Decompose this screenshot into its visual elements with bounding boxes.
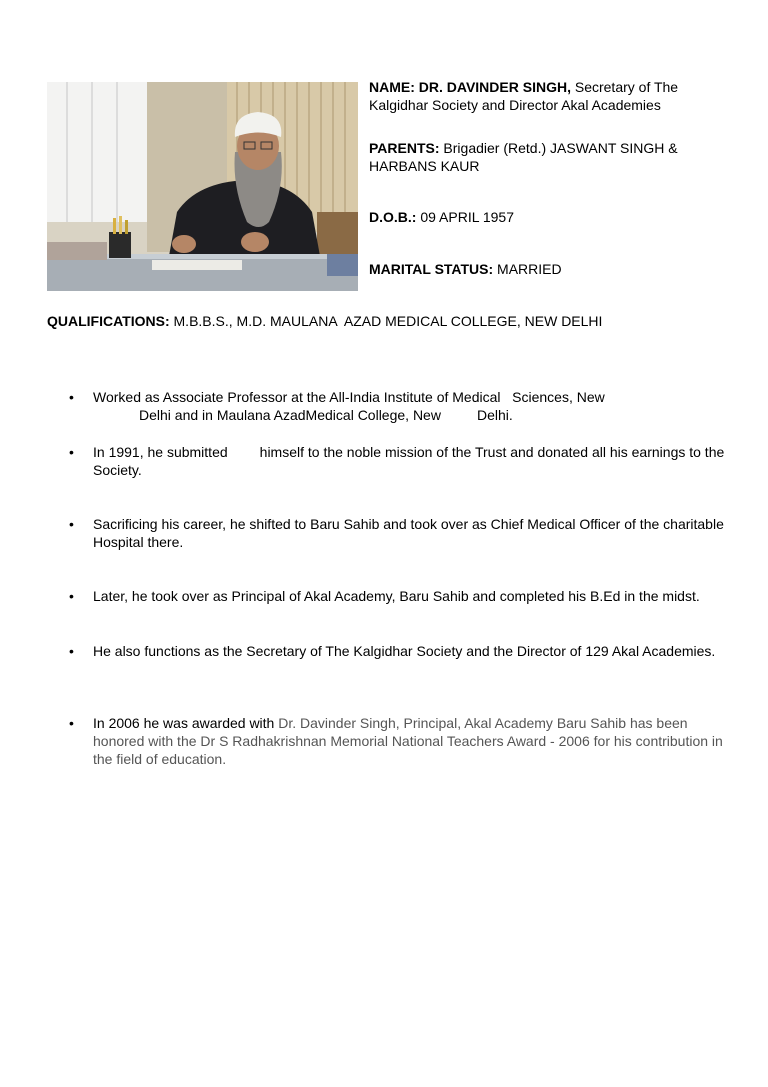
list-item-text: Delhi. bbox=[476, 407, 513, 423]
list-item bbox=[69, 388, 733, 424]
bullet-icon: • bbox=[69, 715, 74, 731]
list-item-text: He also functions as the Secretary of The Kalgidhar Society and the Director of 129 Akal Academies. bbox=[93, 643, 716, 659]
marital-status-label: MARITAL STATUS: bbox=[369, 261, 494, 277]
bullet-icon: • bbox=[69, 516, 74, 532]
list-item-text: himself to the noble mission of the Trust and donated all his earnings to the Society. bbox=[93, 444, 725, 478]
name-field bbox=[369, 78, 729, 114]
list-item-line bbox=[93, 406, 733, 424]
parents-field bbox=[369, 139, 729, 175]
list-item-text: Dr. Davinder Singh, Principal, Akal Academy Baru Sahib has been honored with the Dr S Radhakrishnan Memorial National Teachers Award - 2006 for his contribution in the field of education. bbox=[93, 715, 723, 767]
parents-label: PARENTS: bbox=[369, 140, 440, 156]
list-item-text: Later, he took over as Principal of Akal Academy, Baru Sahib and completed his B.Ed in the midst. bbox=[93, 588, 700, 604]
bullet-icon: • bbox=[69, 389, 74, 405]
parents-value: Brigadier (Retd.) JASWANT SINGH & HARBANS KAUR bbox=[369, 140, 678, 174]
bullet-icon: • bbox=[69, 444, 74, 460]
bullet-icon: • bbox=[69, 643, 74, 659]
qualifications-value: M.B.B.S., M.D. MAULANA AZAD MEDICAL COLLEGE, NEW DELHI bbox=[169, 313, 603, 329]
portrait-photo-icon bbox=[47, 82, 358, 291]
list-item bbox=[69, 443, 733, 479]
list-item bbox=[69, 714, 733, 768]
dob-label: D.O.B.: bbox=[369, 209, 417, 225]
name-label: NAME: DR. DAVINDER SINGH, bbox=[369, 79, 571, 95]
qualifications-label: QUALIFICATIONS: bbox=[47, 313, 170, 329]
list-item-text: Delhi and in Maulana AzadMedical College, New bbox=[139, 407, 441, 423]
marital-status-value: MARRIED bbox=[493, 261, 562, 277]
list-item-line: Worked as Associate Professor at the All-India Institute of Medical Sciences, New bbox=[93, 389, 605, 405]
list-item bbox=[69, 515, 733, 551]
bullet-icon: • bbox=[69, 588, 74, 604]
portrait-photo bbox=[47, 82, 358, 291]
list-item-text: Sacrificing his career, he shifted to Baru Sahib and took over as Chief Medical Officer of the charitable Hospital there. bbox=[93, 516, 724, 550]
list-item bbox=[69, 587, 733, 605]
name-value: Secretary of The Kalgidhar Society and Director Akal Academies bbox=[369, 79, 679, 113]
dob-value: 09 APRIL 1957 bbox=[416, 209, 515, 225]
list-item-text: In 2006 he was awarded with bbox=[93, 715, 279, 731]
list-item-text: In 1991, he submitted bbox=[93, 444, 228, 460]
marital-status-field bbox=[369, 260, 729, 278]
list-item bbox=[69, 642, 733, 660]
dob-field bbox=[369, 208, 729, 226]
qualifications-field bbox=[47, 312, 747, 330]
